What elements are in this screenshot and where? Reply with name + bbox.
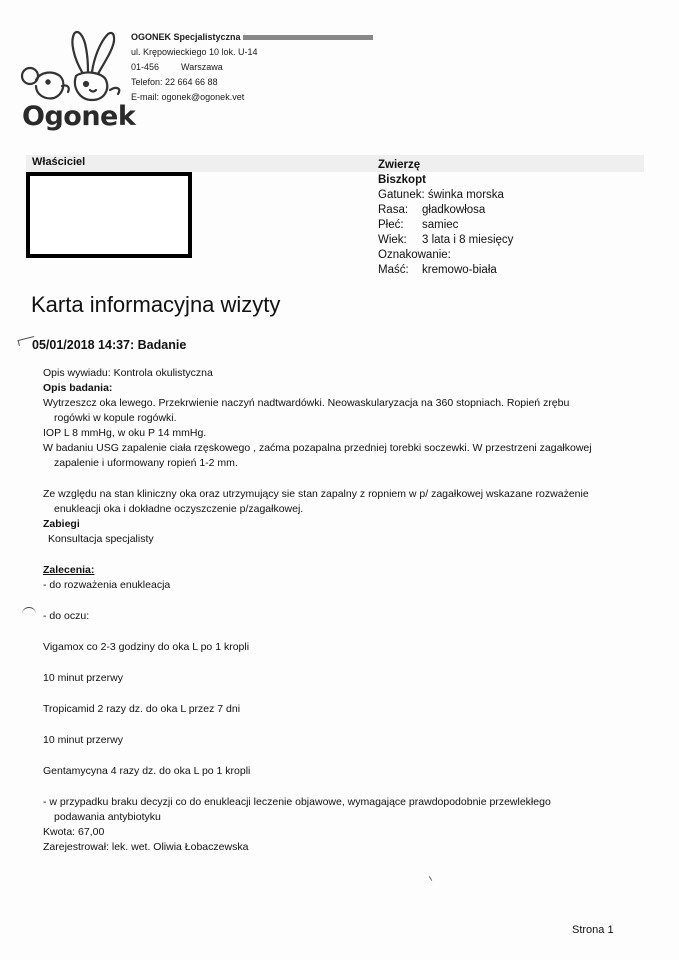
exam-line: W badaniu USG zapalenie ciała rzęskowego , zaćma pozapalna przedniej torebki soczewki. W przestrzeni zagałkowej [43, 442, 592, 454]
age-value: 3 lata i 8 miesięcy [422, 234, 514, 246]
recommendation-item: - do rozważenia enukleacja [43, 579, 171, 591]
procedure-item: Konsultacja specjalisty [48, 533, 154, 545]
exam-line: rogówki w kopule rogówki. [54, 412, 177, 424]
animal-name: Biszkopt [378, 174, 426, 186]
exam-line: zapalenie i uformowany ropień 1-2 mm. [54, 457, 238, 469]
procedures-heading: Zabiegi [43, 518, 80, 530]
amount-text: Kwota: 67,00 [43, 826, 105, 838]
scan-mark [429, 876, 432, 881]
clinic-address: ul. Krępowieckiego 10 lok. U-14 [131, 47, 258, 57]
section-header-band [26, 155, 644, 172]
exam-line: Ze względu na stan kliniczny oka oraz utrzymujący sie stan zapalny z ropniem w p/ zagałkowej wskazane rozważenie [43, 488, 589, 500]
recommendation-item: Vigamox co 2-3 godziny do oka L po 1 kropli [43, 641, 250, 653]
clinic-postal: 01-456 [131, 62, 160, 72]
sex-label: Płeć: [378, 219, 404, 231]
clinic-name: OGONEK Specjalistyczna [131, 32, 241, 42]
redacted-line [243, 35, 373, 40]
breed-value: gładkowłosa [422, 204, 486, 216]
history-text: Opis wywiadu: Kontrola okulistyczna [43, 367, 213, 379]
exam-line: enukleacji oka i dokładne oczyszczenie p/zagałkowej. [54, 503, 304, 515]
exam-line: Wytrzeszcz oka lewego. Przekrwienie naczyń nadtwardówki. Neowaskularyzacja na 360 stopniach. Ropień zrębu [43, 397, 570, 409]
exam-line: IOP L 8 mmHg, w oku P 14 mmHg. [43, 427, 207, 439]
marking-label: Oznakowanie: [378, 249, 451, 261]
recommendation-item: 10 minut przerwy [43, 672, 123, 684]
scan-mark [22, 607, 36, 614]
species-value: świnka morska [427, 189, 504, 201]
color-value: kremowo-biała [422, 264, 497, 276]
breed-label: Rasa: [378, 204, 409, 216]
registered-by: Zarejestrował: lek. wet. Oliwia Łobaczewska [43, 841, 249, 853]
color-label: Maść: [378, 264, 409, 276]
owner-heading: Właściciel [32, 156, 86, 168]
clinic-phone: Telefon: 22 664 66 88 [131, 77, 218, 87]
logo-wordmark: Ogonek [22, 101, 136, 132]
sex-value: samiec [422, 219, 459, 231]
visit-content [43, 366, 633, 855]
animal-info [378, 158, 513, 278]
animal-heading: Zwierzę [378, 159, 421, 171]
recommendation-item: podawania antybiotyku [54, 811, 161, 823]
recommendation-item: 10 minut przerwy [43, 734, 123, 746]
rabbit-logo-icon [18, 28, 128, 106]
clinic-info [131, 30, 373, 105]
clinic-email: E-mail: ogonek@ogonek.vet [131, 92, 245, 102]
age-label: Wiek: [378, 234, 407, 246]
exam-heading: Opis badania: [43, 382, 113, 394]
clinic-city: Warszawa [181, 62, 223, 72]
recommendations-heading: Zalecenia: [43, 564, 95, 576]
species-label: Gatunek: [378, 189, 425, 201]
owner-redacted-box [26, 172, 192, 258]
recommendation-item: Tropicamid 2 razy dz. do oka L przez 7 dni [43, 703, 241, 715]
recommendation-item: - do oczu: [43, 610, 90, 622]
visit-header: 05/01/2018 14:37: Badanie [32, 338, 187, 352]
recommendation-item: - w przypadku braku decyzji co do enukleacji leczenie objawowe, wymagające prawdopodobnie przewlekłego [43, 796, 551, 808]
recommendation-item: Gentamycyna 4 razy dz. do oka L po 1 kropli [43, 765, 251, 777]
document-title: Karta informacyjna wizyty [31, 292, 281, 317]
page-number: Strona 1 [572, 924, 614, 936]
